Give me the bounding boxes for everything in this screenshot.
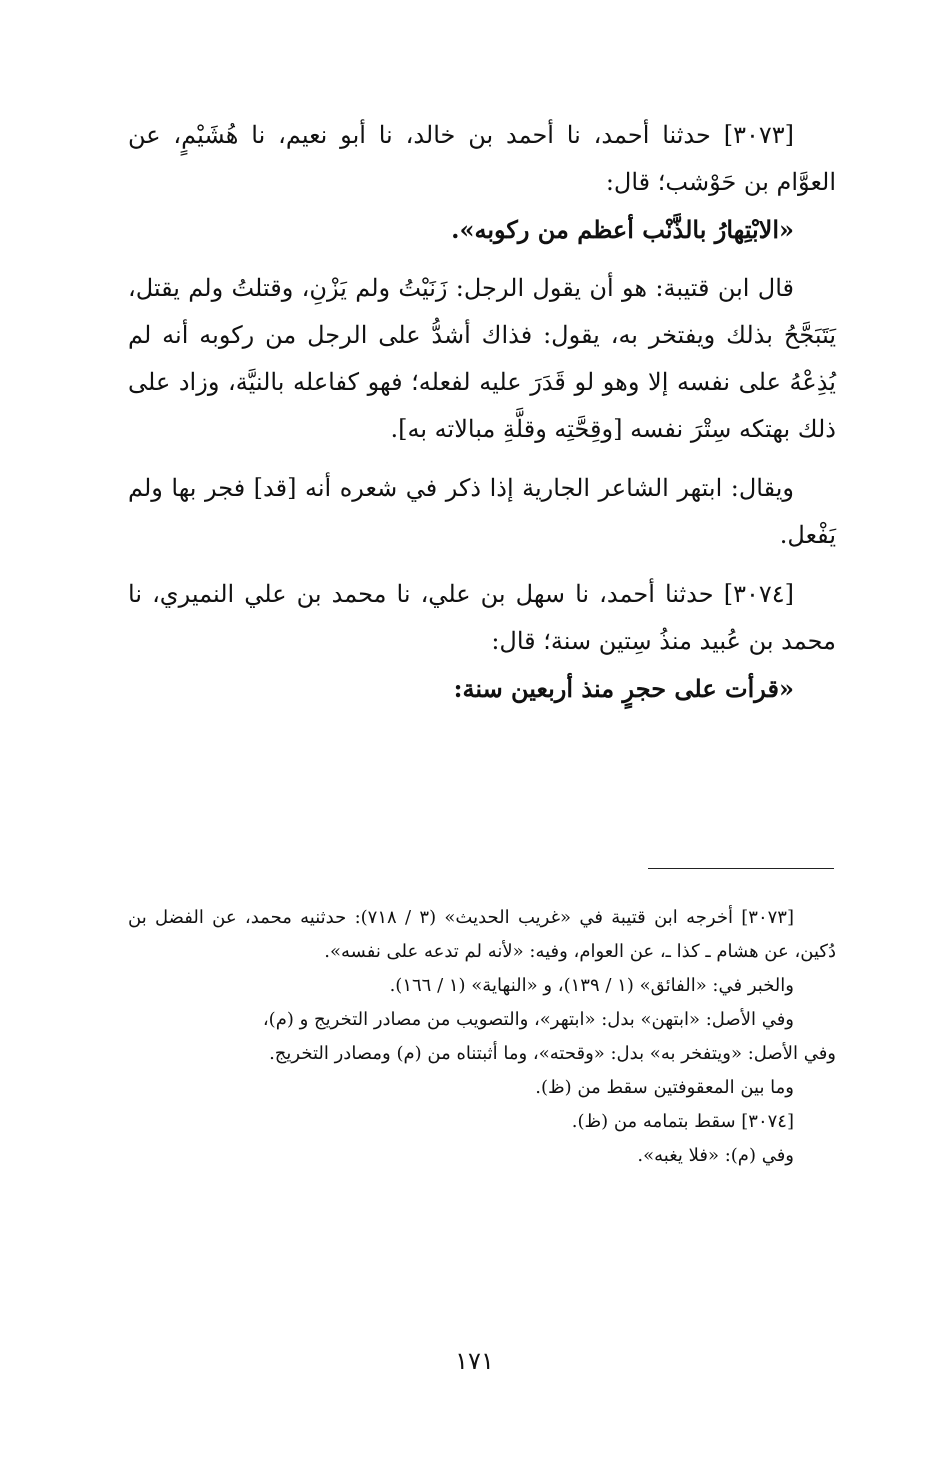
hadith-3074-matn: «قرأت على حجرٍ منذ أربعين سنة:	[453, 674, 794, 703]
page-number: ١٧١	[455, 1347, 494, 1375]
commentary-ibn-qutaybah: قال ابن قتيبة: هو أن يقول الرجل: زَنَيْتُ ولم يَزْنِ، وقتلتُ ولم يقتل، يَتَبَجَّحُ بذلك ويفتخر به، يقول: فذاك أشدُّ على الرجل من ركوبه أنه لم يُذِعْهُ على نفسه إلا وهو لو قَدَرَ عليه لفعله؛ فهو كفاعله بالنيَّة، وزاد على ذلك بهتكه سِتْرَ نفسه [وقِحَّتِه وقلَّةِ مبالاته به].	[128, 274, 836, 443]
footnotes	[128, 901, 836, 1173]
footnote-3073: [٣٠٧٣] أخرجه ابن قتيبة في «غريب الحديث» (٣ / ٧١٨): حدثنيه محمد، عن الفضل بن دُكين، عن هشام ـ كذا ـ، عن العوام، وفيه: «لأنه لم تدعه على نفسه».	[128, 907, 836, 962]
footnote-3074: [٣٠٧٤] سقط بتمامه من (ظ).	[571, 1111, 794, 1132]
footnote-m-variant: وفي (م): «فلا يغبه».	[637, 1145, 794, 1166]
main-text	[128, 112, 836, 712]
footnote-separator	[648, 868, 834, 869]
hadith-3073-matn: «الابْتِهارُ بالذَّنْب أعظم من ركوبه».	[451, 215, 794, 244]
footnote-parallel-sources: والخبر في: «الفائق» (١ / ١٣٩)، و «النهاية» (١ / ١٦٦).	[389, 975, 794, 996]
hadith-3074-isnad: [٣٠٧٤] حدثنا أحمد، نا سهل بن علي، نا محمد بن علي النميري، نا محمد بن عُبيد منذُ سِتين سنة؛ قال:	[128, 580, 836, 655]
footnote-variant-2: وفي الأصل: «ويتفخر به» بدل: «وقحته»، وما أثبتناه من (م) ومصادر التخريج.	[269, 1043, 836, 1064]
hadith-3073-isnad: [٣٠٧٣] حدثنا أحمد، نا أحمد بن خالد، نا أبو نعيم، نا هُشَيْمٍ، عن العوَّام بن حَوْشب؛ قال:	[128, 121, 836, 196]
footnote-variant-1: وفي الأصل: «ابتهن» بدل: «ابتهر»، والتصويب من مصادر التخريج و (م)،	[262, 1009, 794, 1030]
commentary-saying: ويقال: ابتهر الشاعر الجارية إذا ذكر في شعره أنه [قد] فجر بها ولم يَفْعل.	[128, 474, 836, 549]
footnote-brackets: وما بين المعقوفتين سقط من (ظ).	[535, 1077, 794, 1098]
